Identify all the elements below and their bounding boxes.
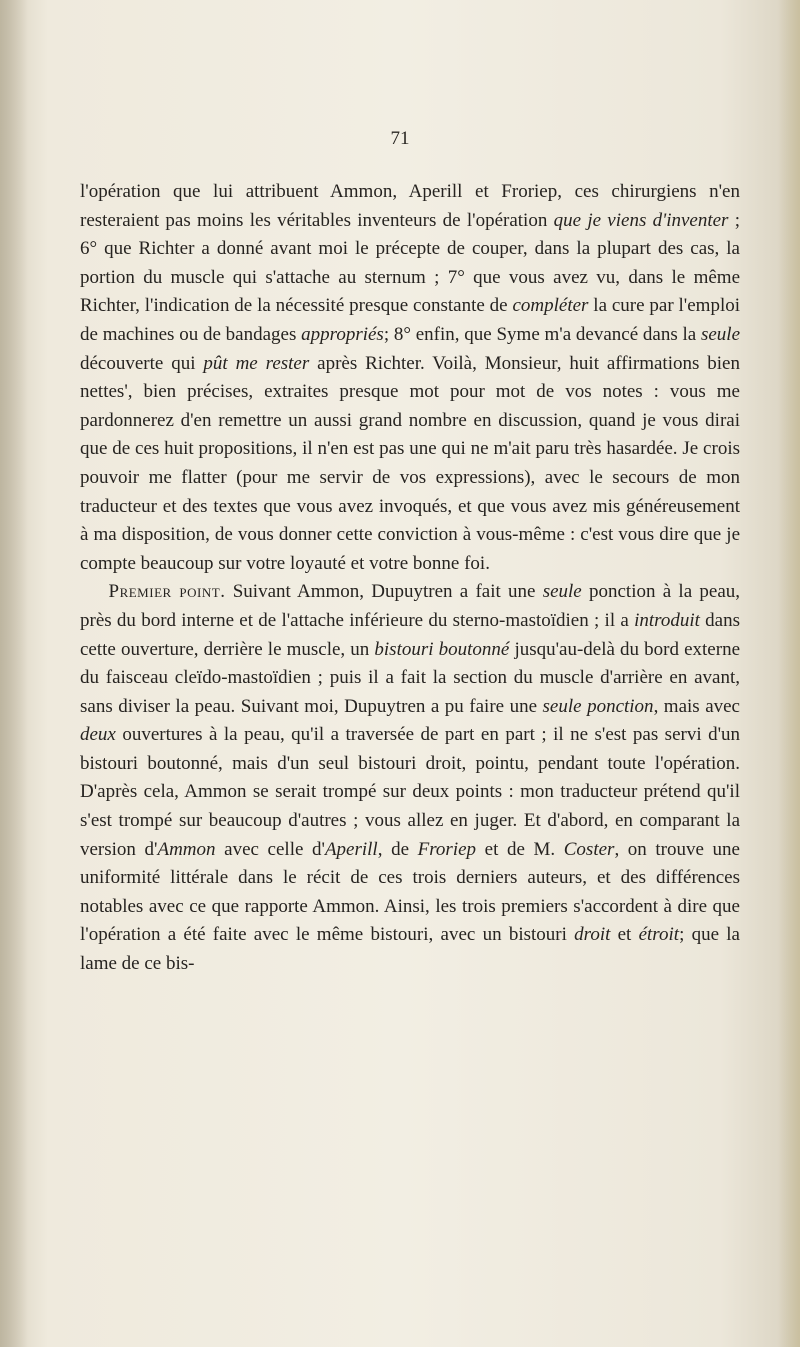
page-shadow-right (778, 0, 800, 1347)
page-shadow-left (0, 0, 28, 1347)
section-lead: Premier point. (108, 581, 226, 603)
page-number: 71 (390, 128, 410, 149)
paragraph-1: l'opération que lui attribuent Ammon, Aperill et Froriep, ces chirurgiens n'en resteraient pas moins les véritables inventeurs de l'opération que je viens d'inventer ; 6° que Richter a donné avant moi le précepte de couper, dans la plupart des cas, la portion du muscle qui s'attache au sternum ; 7° que vous avez vu, dans le même Richter, l'indication de la nécessité presque constante de compléter la cure par l'emploi de machines ou de bandages appropriés; 8° enfin, que Syme m'a devancé dans la seule découverte qui pût me rester après Richter. Voilà, Monsieur, huit affirmations bien nettes', bien précises, extraites presque mot pour mot de vos notes : vous me pardonnerez d'en remettre un aussi grand nombre en discussion, quand je vous dirai que de ces huit propositions, il n'en est pas une qui ne m'ait paru très hasardée. Je crois pouvoir me flatter (pour me servir de vos expressions), avec le secours de mon traducteur et des textes que vous avez invoqués, et que vous avez mis généreusement à ma disposition, de vous donner cette conviction à vous-même : c'est vous dire que je compte beaucoup sur votre loyauté et votre bonne foi. (80, 181, 741, 574)
body-text (80, 178, 740, 979)
paragraph-2: Premier point. Suivant Ammon, Dupuytren a fait une seule ponction à la peau, près du bord interne et de l'attache inférieure du sterno-mastoïdien ; il a introduit dans cette ouverture, derrière le muscle, un bistouri boutonné jusqu'au-delà du bord externe du faisceau cleïdo-mastoïdien ; puis il a fait la section du muscle d'arrière en avant, sans diviser la peau. Suivant moi, Dupuytren a pu faire une seule ponction, mais avec deux ouvertures à la peau, qu'il a traversée de part en part ; il ne s'est pas servi d'un bistouri boutonné, mais d'un seul bistouri droit, pointu, pendant toute l'opération. D'après cela, Ammon se serait trompé sur deux points : mon traducteur prétend qu'il s'est trompé sur beaucoup d'autres ; vous allez en juger. Et d'abord, en comparant la version d'Ammon avec celle d'Aperill, de Froriep et de M. Coster, on trouve une uniformité littérale dans le récit de ces trois derniers auteurs, et des différences notables avec ce que rapporte Ammon. Ainsi, les trois premiers s'accordent à dire que l'opération a été faite avec le même bistouri, avec un bistouri droit et étroit; que la lame de ce bis- (80, 581, 741, 975)
